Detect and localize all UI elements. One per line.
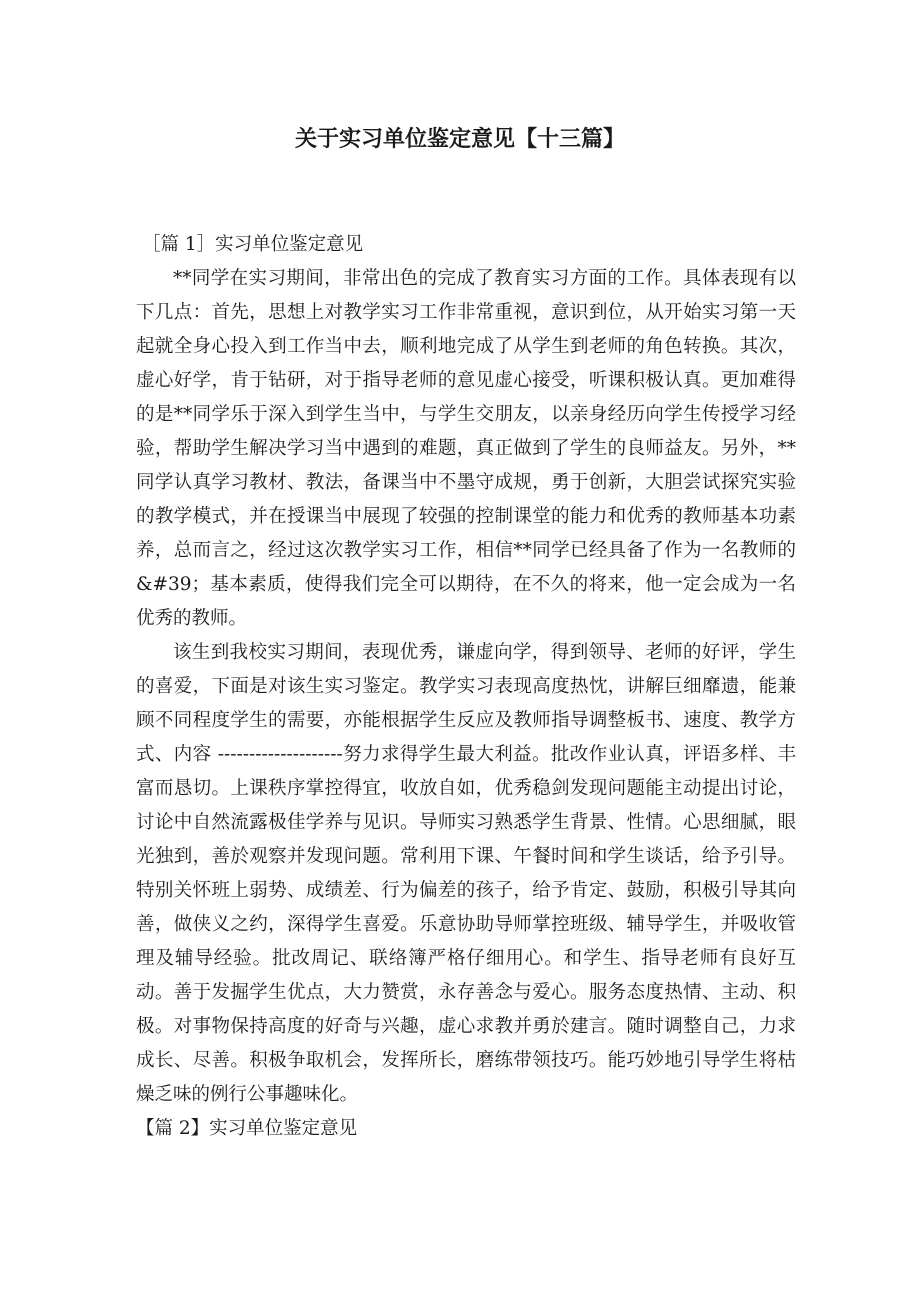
document-title: 关于实习单位鉴定意见【十三篇】 [294, 127, 625, 152]
document-body [136, 228, 796, 1146]
section-1-paragraph-1: **同学在实习期间，非常出色的完成了教育实习方面的工作。具体表现有以下几点：首先，思想上对教学实习工作非常重视，意识到位，从开始实习第一天起就全身心投入到工作当中去，顺利地完成了从学生到老师的角色转换。其次，虚心好学，肯于钻研，对于指导老师的意见虚心接受，听课积极认真。更加难得的是**同学乐于深入到学生当中，与学生交朋友，以亲身经历向学生传授学习经验，帮助学生解决学习当中遇到的难题，真正做到了学生的良师益友。另外，**同学认真学习教材、教法，备课当中不墨守成规，勇于创新，大胆尝试探究实验的教学模式，并在授课当中展现了较强的控制课堂的能力和优秀的教师基本功素养，总而言之，经过这次教学实习工作，相信**同学已经具备了作为一名教师的&#39；基本素质，使得我们完全可以期待，在不久的将来，他一定会成为一名优秀的教师。 [136, 268, 796, 629]
section-1-paragraph-2: 该生到我校实习期间，表现优秀，谦虚向学，得到领导、老师的好评，学生的喜爱，下面是对该生实习鉴定。教学实习表现高度热忱，讲解巨细靡遗，能兼顾不同程度学生的需要，亦能根据学生反应及教师指导调整板书、速度、教学方式、内容 --------------------努力求得学生最大利益。批改作业认真，评语多样、丰富而恳切。上课秩序掌控得宜，收放自如，优秀稳剑发现问题能主动提出讨论，讨论中自然流露极佳学养与见识。导师实习熟悉学生背景、性情。心思细腻，眼光独到，善於观察并发现问题。常利用下课、午餐时间和学生谈话，给予引导。特别关怀班上弱势、成绩差、行为偏差的孩子，给予肯定、鼓励，积极引导其向善，做侠义之约，深得学生喜爱。乐意协助导师掌控班级、辅导学生，并吸收管理及辅导经验。批改周记、联络簿严格仔细用心。和学生、指导老师有良好互动。善于发掘学生优点，大力赞赏，永存善念与爱心。服务态度热情、主动、积极。对事物保持高度的好奇与兴趣，虚心求教并勇於建言。随时调整自己，力求成长、尽善。积极争取机会，发挥所长，磨练带领技巧。能巧妙地引导学生将枯燥乏味的例行公事趣味化。 [136, 642, 796, 1105]
section-1-heading: ［篇 1］实习单位鉴定意见 [142, 234, 364, 255]
section-2-heading: 【篇 2】实习单位鉴定意见 [136, 1118, 358, 1139]
